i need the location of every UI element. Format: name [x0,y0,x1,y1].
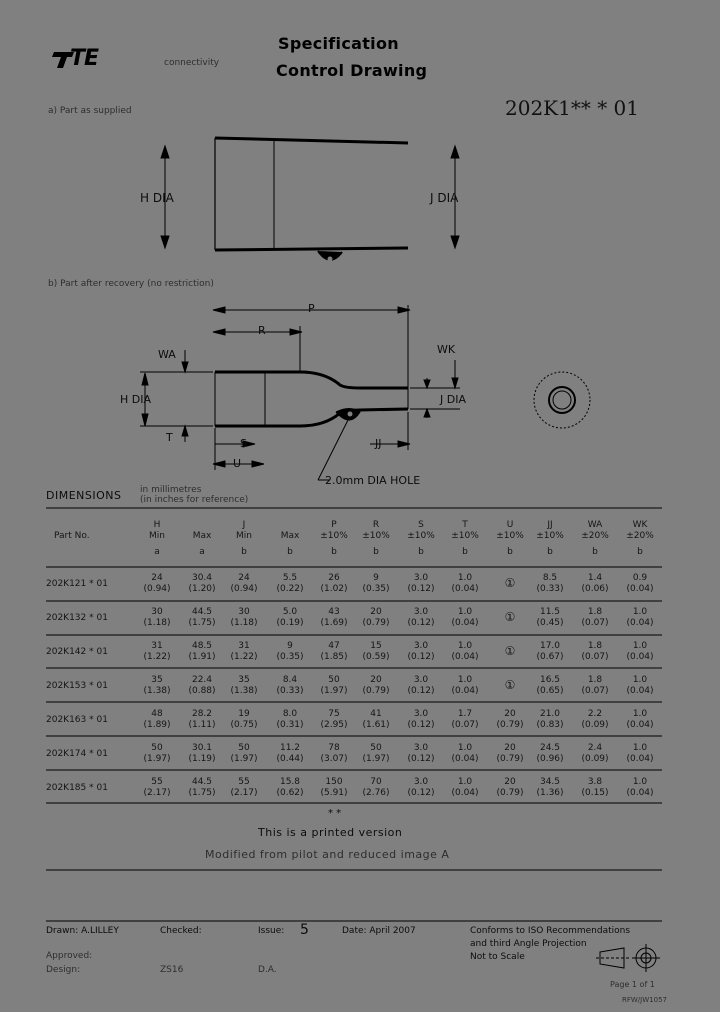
table-cell: 150 [325,777,343,787]
table-cell: (0.12) [407,584,435,594]
table-cell: (0.04) [626,788,654,798]
table-header-cell: b [373,547,379,557]
table-cell: 1.0 [457,743,473,753]
table-row-part: 202K163 * 01 [46,715,108,725]
table-cell: (0.79) [496,754,524,764]
table-cell: 22.4 [191,675,213,685]
footer-design-val-2: D.A. [258,965,277,975]
table-header-cell: a [199,547,205,557]
table-cell: (0.79) [496,788,524,798]
table-row-part: 202K121 * 01 [46,579,108,589]
table-cell: 31 [151,641,163,651]
table-cell: 44.5 [191,607,213,617]
table-cell: (1.89) [143,720,171,730]
table-cell: 44.5 [191,777,213,787]
fig-b-dim-t: T [166,431,173,444]
table-cell: 1.0 [457,641,473,651]
table-cell: 1.4 [587,573,603,583]
table-cell: 16.5 [539,675,561,685]
table-row-part: 202K153 * 01 [46,681,108,691]
table-cell: 1.0 [457,607,473,617]
notes-stars: * * [328,808,342,819]
table-header-cell: Max [192,531,212,541]
title-control-drawing: Control Drawing [276,61,428,80]
table-cell: (0.62) [276,788,304,798]
footer-page: Page 1 of 1 [610,980,655,989]
table-cell: (1.97) [143,754,171,764]
table-cell: 9 [373,573,379,583]
table-cell: 70 [370,777,382,787]
footer-issue-value: 5 [300,922,309,938]
table-cell: ① [504,576,516,590]
table-cell: (2.76) [362,788,390,798]
figure-b-sleeve [215,372,408,426]
table-cell: 78 [328,743,340,753]
table-row-part: 202K174 * 01 [46,749,108,759]
table-header-cell: a [154,547,160,557]
table-cell: 35 [238,675,250,685]
footer-date: Date: April 2007 [342,926,416,936]
table-cell: 2.2 [587,709,603,719]
table-cell: 19 [238,709,250,719]
fig-b-h-dia: H DIA [120,393,152,406]
table-cell: (0.31) [276,720,304,730]
table-cell: 43 [328,607,340,617]
table-cell: 1.0 [632,607,648,617]
fig-b-hole: 2.0mm DIA HOLE [325,474,421,487]
table-cell: (0.67) [536,652,564,662]
table-cell: 24 [151,573,163,583]
dimensions-note-2: (in inches for reference) [140,495,249,505]
table-cell: (1.02) [320,584,348,594]
table-cell: (0.04) [451,652,479,662]
table-header-cell: b [287,547,293,557]
table-cell: (0.09) [581,754,609,764]
table-cell: (0.04) [451,788,479,798]
table-cell: (0.75) [230,720,258,730]
footer-code: RFW/JW1057 [622,996,667,1004]
table-cell: 3.0 [413,607,429,617]
table-cell: (1.61) [362,720,390,730]
table-cell: (2.17) [143,788,171,798]
table-cell: (5.91) [320,788,348,798]
table-cell: (1.97) [362,754,390,764]
table-header-cell: J [242,520,246,530]
table-cell: (0.04) [626,686,654,696]
table-header-cell: R [372,520,380,530]
table-header-cell: Min [149,531,165,541]
table-header-cell: b [418,547,424,557]
table-cell: (0.65) [536,686,564,696]
table-header-cell: WA [587,520,603,530]
fig-a-j-dia: J DIA [430,191,459,205]
figure-b-dim-lines [140,305,460,480]
table-cell: (0.44) [276,754,304,764]
table-cell: 50 [238,743,250,753]
company-name: connectivity [164,58,220,68]
table-cell: 8.5 [542,573,558,583]
table-cell: 20 [504,709,516,719]
table-cell: 28.2 [191,709,213,719]
figure-a-sleeve [215,138,408,262]
table-row-part: 202K142 * 01 [46,647,108,657]
table-cell: (0.88) [188,686,216,696]
table-header-cell: ±20% [581,531,609,541]
footer-approved: Approved: [46,951,93,961]
table-cell: 8.4 [282,675,298,685]
table-cell: (2.95) [320,720,348,730]
table-cell: (1.75) [188,788,216,798]
table-cell: (0.04) [451,754,479,764]
table-cell: ① [504,678,516,692]
table-cell: (0.12) [407,686,435,696]
fig-b-dim-s: S [240,437,247,450]
table-cell: (0.04) [626,618,654,628]
dimensions-note-1: in millimetres [140,485,202,495]
fig-b-dim-p: P [308,302,315,315]
table-header-cell: b [592,547,598,557]
fig-b-dim-u: U [233,457,242,470]
table-cell: (0.15) [581,788,609,798]
table-cell: (0.07) [581,618,609,628]
table-cell: (0.07) [451,720,479,730]
table-cell: (0.96) [536,754,564,764]
table-header-cell: ±10% [451,531,479,541]
table-cell: (0.09) [581,720,609,730]
table-header-cell: b [507,547,513,557]
table-cell: (0.06) [581,584,609,594]
table-header-cell: ±10% [362,531,390,541]
table-cell: 1.0 [457,573,473,583]
table-cell: (0.35) [362,584,390,594]
table-cell: (0.12) [407,788,435,798]
table-header-cell: Max [280,531,300,541]
table-cell: 20 [504,777,516,787]
table-header-cell: b [637,547,643,557]
footer-conforms-1: Conforms to ISO Recommendations [470,926,631,936]
footer-conforms-2: and third Angle Projection [470,939,587,949]
table-cell: (0.94) [143,584,171,594]
table-header-cell: Part No. [54,531,90,541]
table-cell: (0.45) [536,618,564,628]
table-cell: (0.04) [451,584,479,594]
table-cell: (1.97) [320,686,348,696]
table-cell: 3.0 [413,709,429,719]
table-cell: 1.0 [632,777,648,787]
table-cell: (2.17) [230,788,258,798]
table-cell: (1.11) [188,720,216,730]
table-header-cell: b [331,547,337,557]
table-cell: 35 [151,675,163,685]
table-header-cell: P [331,520,337,530]
table-cell: (1.22) [230,652,258,662]
table-cell: 3.0 [413,641,429,651]
dimensions-title: DIMENSIONS [46,489,122,502]
fig-b-dim-r: R [258,324,266,337]
table-cell: 1.8 [587,675,603,685]
notes-line-2: Modified from pilot and reduced image A [205,848,450,861]
table-cell: 3.0 [413,675,429,685]
table-cell: 2.4 [587,743,603,753]
table-row-part: 202K185 * 01 [46,783,108,793]
table-cell: 24.5 [539,743,561,753]
logo-text: TE [70,46,99,71]
notes-line-1: This is a printed version [258,826,403,839]
table-cell: (0.19) [276,618,304,628]
table-cell: (1.22) [143,652,171,662]
table-cell: (0.07) [581,652,609,662]
table-cell: 30 [151,607,163,617]
table-cell: 50 [328,675,340,685]
table-cell: (1.38) [230,686,258,696]
fig-b-caption: b) Part after recovery (no restriction) [48,279,214,289]
table-cell: 1.0 [457,777,473,787]
title-specification: Specification [278,34,399,53]
table-header-cell: ±20% [626,531,654,541]
table-cell: 8.0 [282,709,298,719]
table-cell: 48 [151,709,163,719]
table-cell: (0.12) [407,720,435,730]
table-cell: 31 [238,641,250,651]
table-header-cell: WK [632,520,648,530]
table-cell: (0.04) [626,652,654,662]
table-cell: 20 [370,675,382,685]
table-cell: (1.20) [188,584,216,594]
projection-symbol-icon [596,944,660,972]
table-header-cell: b [462,547,468,557]
table-cell: 15 [370,641,382,651]
table-cell: 15.8 [279,777,301,787]
table-header-cell: ±10% [536,531,564,541]
table-cell: 21.0 [539,709,561,719]
table-cell: 20 [370,607,382,617]
table-cell: (1.75) [188,618,216,628]
end-view-icon [534,372,590,428]
footer-issue-label: Issue: [258,926,285,936]
table-cell: 50 [370,743,382,753]
table-cell: ① [504,610,516,624]
table-header-cell: b [241,547,247,557]
table-cell: 1.0 [632,675,648,685]
table-header-cell: JJ [547,520,553,530]
table-cell: (0.12) [407,618,435,628]
footer-design: Design: [46,965,81,975]
table-header-cell: T [462,520,468,530]
table-cell: 48.5 [191,641,213,651]
fig-a-h-dia: H DIA [140,191,174,205]
table-cell: 41 [370,709,382,719]
table-cell: 47 [328,641,340,651]
table-header-cell: H [153,520,161,530]
table-cell: 55 [238,777,250,787]
fig-b-dim-jj: JJ [375,437,382,450]
table-cell: 5.5 [282,573,298,583]
table-cell: 3.0 [413,573,429,583]
table-cell: 34.5 [539,777,561,787]
table-cell: (0.33) [276,686,304,696]
table-cell: 1.7 [457,709,473,719]
table-cell: 24 [238,573,250,583]
table-cell: (1.36) [536,788,564,798]
table-cell: 11.5 [539,607,561,617]
table-cell: 30 [238,607,250,617]
footer-drawn: Drawn: A.LILLEY [46,926,119,936]
table-cell: 17.0 [539,641,561,651]
table-cell: 1.8 [587,641,603,651]
part-number: 202K1** * 01 [505,96,640,120]
table-cell: (1.18) [230,618,258,628]
fig-b-j-dia: J DIA [440,393,466,406]
table-header-cell: U [506,520,514,530]
table-cell: (1.97) [230,754,258,764]
table-header-cell: S [418,520,424,530]
table-cell: ① [504,644,516,658]
table-cell: (1.91) [188,652,216,662]
table-cell: 1.0 [457,675,473,685]
table-cell: 26 [328,573,340,583]
table-cell: (0.33) [536,584,564,594]
table-cell: (0.22) [276,584,304,594]
table-cell: 3.0 [413,743,429,753]
table-cell: (1.18) [143,618,171,628]
table-cell: 1.0 [632,743,648,753]
table-cell: 9 [287,641,293,651]
table-cell: 1.8 [587,607,603,617]
table-header-cell: ±10% [320,531,348,541]
footer-design-val-1: ZS16 [160,965,184,975]
table-cell: (0.07) [581,686,609,696]
table-cell: 30.4 [191,573,213,583]
table-cell: 5.0 [282,607,298,617]
table-cell: (1.19) [188,754,216,764]
fig-b-dim-wa: WA [158,348,176,361]
table-cell: (0.79) [362,686,390,696]
table-cell: 50 [151,743,163,753]
footer-conforms-3: Not to Scale [470,952,525,962]
table-cell: (0.04) [626,720,654,730]
table-header-cell: ±10% [496,531,524,541]
table-header-cell: ±10% [407,531,435,541]
table-cell: 3.0 [413,777,429,787]
table-cell: (0.04) [626,754,654,764]
table-cell: (0.83) [536,720,564,730]
table-cell: (0.04) [451,618,479,628]
table-header-cell: Min [236,531,252,541]
table-cell: (0.94) [230,584,258,594]
table-cell: 55 [151,777,163,787]
table-cell: (0.79) [362,618,390,628]
table-cell: (0.12) [407,754,435,764]
table-cell: (1.38) [143,686,171,696]
table-cell: (1.85) [320,652,348,662]
table-cell: 30.1 [191,743,213,753]
table-cell: 20 [504,743,516,753]
table-header-cell: b [547,547,553,557]
table-cell: (0.35) [276,652,304,662]
footer-checked: Checked: [160,926,202,936]
fig-b-dim-wk: WK [437,343,456,356]
fig-a-caption: a) Part as supplied [48,106,132,116]
table-cell: (1.69) [320,618,348,628]
table-cell: (0.04) [626,584,654,594]
table-cell: 0.9 [632,573,648,583]
table-cell: (0.04) [451,686,479,696]
table-cell: (0.79) [496,720,524,730]
table-cell: (0.59) [362,652,390,662]
table-cell: 75 [328,709,340,719]
table-cell: (3.07) [320,754,348,764]
table-cell: 1.0 [632,709,648,719]
table-cell: (0.12) [407,652,435,662]
table-cell: 3.8 [587,777,603,787]
table-cell: 11.2 [279,743,301,753]
table-cell: 1.0 [632,641,648,651]
table-row-part: 202K132 * 01 [46,613,108,623]
